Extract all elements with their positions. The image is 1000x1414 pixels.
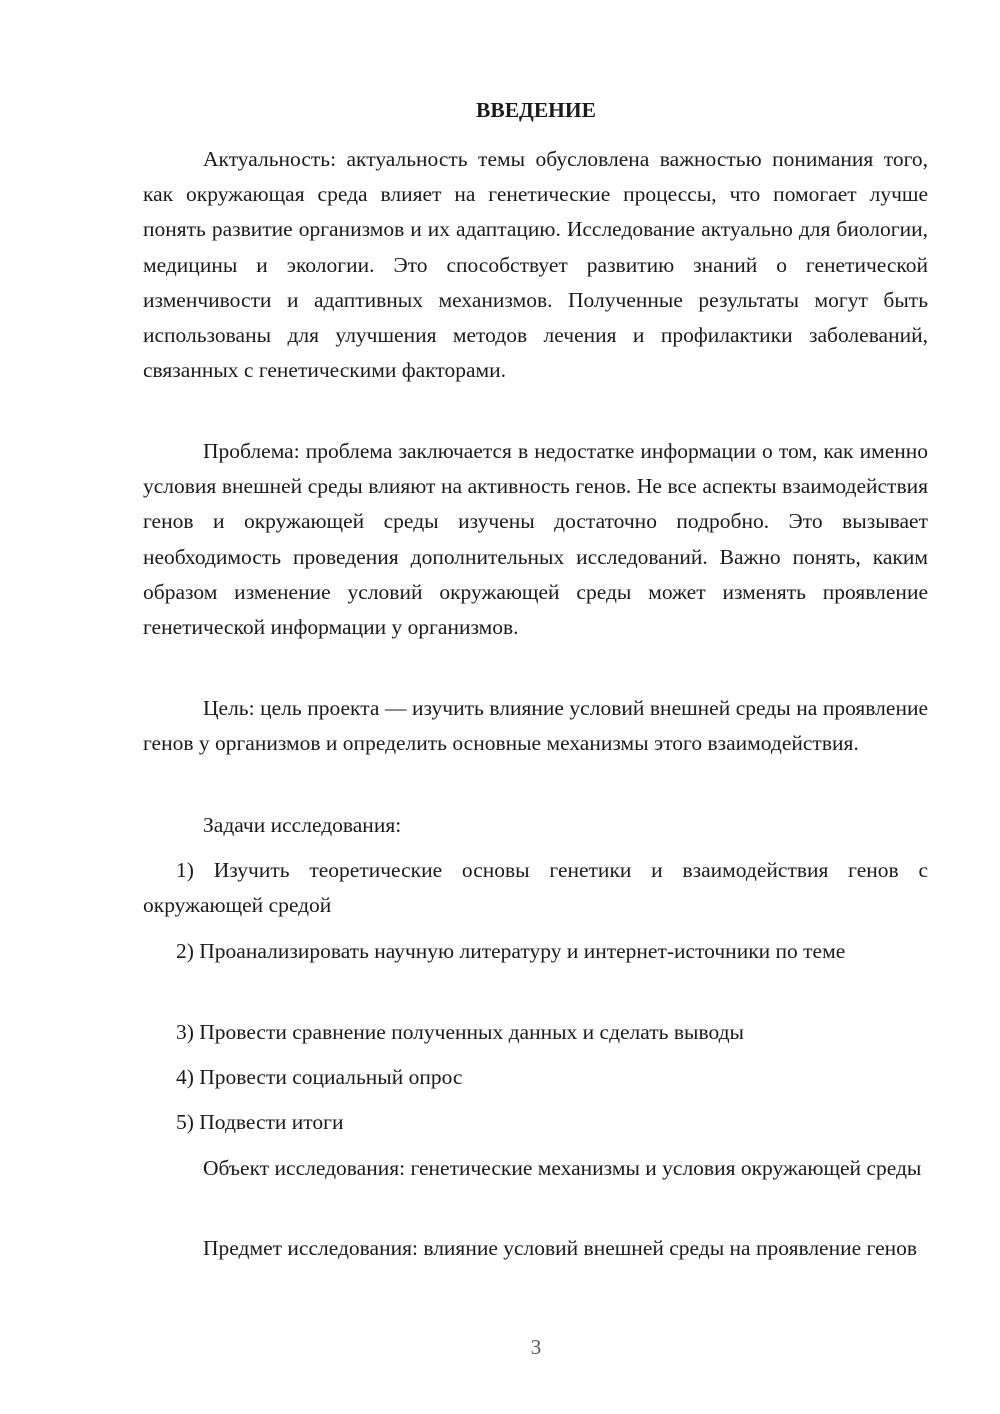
goal-paragraph: Цель: цель проекта — изучить влияние условий внешней среды на проявление генов у организмов и определить основные механизмы этого взаимодействия. (143, 696, 928, 756)
relevance-paragraph: Актуальность: актуальность темы обусловлена важностью понимания того, как окружающая среда влияет на генетические процессы, что помогает лучше понять развитие организмов и их адаптацию. Исследование актуально для биологии, медицины и экологии. Это способствует развитию знаний о генетической изменчивости и адаптивных механизмов. Полученные результаты могут быть использованы для улучшения методов лечения и профилактики заболеваний, связанных с генетическими факторами. (143, 147, 928, 383)
page-number: 3 (530, 1335, 542, 1359)
task-item-4: 4) Провести социальный опрос (176, 1065, 463, 1089)
object-paragraph: Объект исследования: генетические механизмы и условия окружающей среды (203, 1156, 922, 1180)
page-title: ВВЕДЕНИЕ (476, 98, 596, 122)
task-item-5: 5) Подвести итоги (176, 1110, 344, 1134)
tasks-heading: Задачи исследования: (203, 813, 402, 837)
task-item-1: 1) Изучить теоретические основы генетики и взаимодействия генов с окружающей средой (143, 858, 928, 918)
problem-paragraph: Проблема: проблема заключается в недостатке информации о том, как именно условия внешней среды влияют на активность генов. Не все аспекты взаимодействия генов и окружающей среды изучены достаточно подробно. Это вызывает необходимость проведения дополнительных исследований. Важно понять, каким образом изменение условий окружающей среды может изменять проявление генетической информации у организмов. (143, 439, 928, 640)
task-item-3: 3) Провести сравнение полученных данных и сделать выводы (176, 1020, 744, 1044)
task-item-2: 2) Проанализировать научную литературу и интернет-источники по теме (176, 939, 846, 963)
subject-paragraph: Предмет исследования: влияние условий внешней среды на проявление генов (203, 1236, 918, 1260)
